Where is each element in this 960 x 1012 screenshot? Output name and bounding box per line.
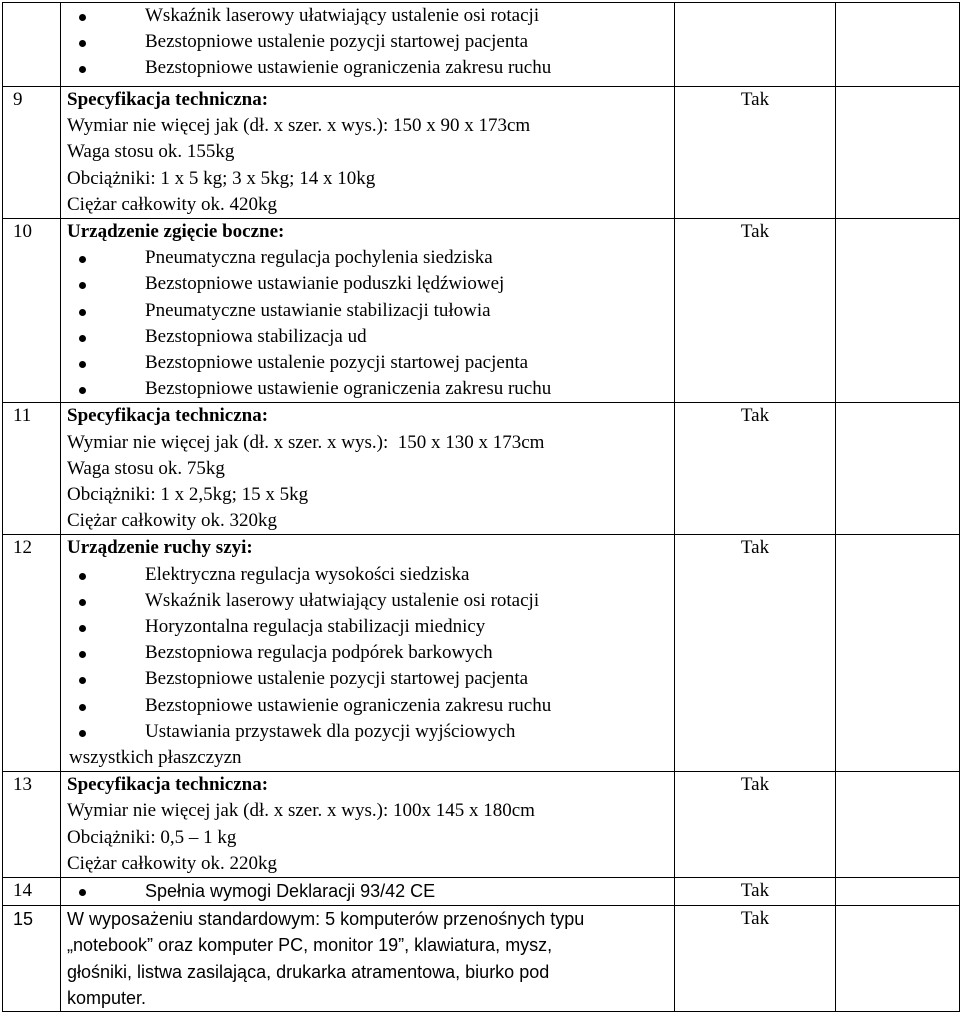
spec-line: Ciężar całkowity ok. 320kg <box>67 510 278 532</box>
list-item: Wskaźnik laserowy ułatwiający ustalenie osi rotacji <box>67 3 674 29</box>
spec-line: głośniki, listwa zasilająca, drukarka atramentowa, biurko pod <box>67 961 550 982</box>
row-title: Specyfikacja techniczna: <box>67 774 269 796</box>
row-status: Tak <box>675 219 836 403</box>
bullet-icon <box>79 361 86 368</box>
list-item: Bezstopniowe ustalenie pozycji startowej pacjenta <box>67 350 674 376</box>
row-description <box>61 772 675 878</box>
row-title: Specyfikacja techniczna: <box>67 405 269 427</box>
row-description <box>61 219 675 403</box>
table-row <box>3 772 960 878</box>
row-status: Tak <box>675 87 836 219</box>
spec-line: Waga stosu ok. 155kg <box>67 141 235 163</box>
row-description <box>61 906 675 1012</box>
list-item: Bezstopniowe ustalenie pozycji startowej pacjenta <box>67 666 674 692</box>
row-description <box>61 535 675 772</box>
list-item: Elektryczna regulacja wysokości siedziska <box>67 562 674 588</box>
specification-table-body <box>3 3 960 1012</box>
bullet-icon <box>79 889 86 896</box>
bullet-icon <box>79 309 86 316</box>
bullet-icon <box>79 40 86 47</box>
spec-line: Wymiar nie więcej jak (dł. x szer. x wys.): 100x 145 x 180cm <box>67 800 535 822</box>
row-empty-cell <box>836 772 960 878</box>
row-number: 9 <box>3 87 61 219</box>
list-item: Bezstopniowe ustawianie poduszki lędźwiowej <box>67 271 674 297</box>
row-empty-cell <box>836 219 960 403</box>
row-empty-cell <box>836 878 960 906</box>
bullet-icon <box>79 387 86 394</box>
table-row <box>3 878 960 906</box>
row-empty-cell <box>836 906 960 1012</box>
row-number: 14 <box>3 878 61 906</box>
bullet-icon <box>79 282 86 289</box>
row-status: Tak <box>675 906 836 1012</box>
spec-line: „notebook” oraz komputer PC, monitor 19”, klawiatura, mysz, <box>67 935 553 956</box>
spec-line: Waga stosu ok. 75kg <box>67 457 225 479</box>
row-number: 10 <box>3 219 61 403</box>
row-number <box>3 3 61 87</box>
table-row <box>3 906 960 1012</box>
row-title: Urządzenie zgięcie boczne: <box>67 221 285 243</box>
spec-line: Obciążniki: 1 x 2,5kg; 15 x 5kg <box>67 484 309 506</box>
bullet-icon <box>79 256 86 263</box>
row-number: 13 <box>3 772 61 878</box>
bullet-icon <box>79 599 86 606</box>
list-item-continuation: wszystkich płaszczyzn <box>69 747 242 769</box>
table-row <box>3 403 960 535</box>
bullet-icon <box>79 14 86 21</box>
list-item: Ustawiania przystawek dla pozycji wyjściowych <box>67 719 674 745</box>
row-number: 12 <box>3 535 61 772</box>
row-status: Tak <box>675 772 836 878</box>
row-empty-cell <box>836 3 960 87</box>
list-item: Bezstopniowe ustalenie pozycji startowej pacjenta <box>67 29 674 55</box>
row-number: 15 <box>3 906 61 1012</box>
specification-table <box>2 2 960 1012</box>
spec-line: W wyposażeniu standardowym: 5 komputerów przenośnych typu <box>67 909 585 930</box>
row-description <box>61 403 675 535</box>
list-item: Pneumatyczne ustawianie stabilizacji tułowia <box>67 298 674 324</box>
row-empty-cell <box>836 535 960 772</box>
row-number: 11 <box>3 403 61 535</box>
bullet-icon <box>79 730 86 737</box>
spec-line: Ciężar całkowity ok. 220kg <box>67 852 278 874</box>
list-item: Bezstopniowe ustawienie ograniczenia zakresu ruchu <box>67 693 674 719</box>
bullet-icon <box>79 66 86 73</box>
row-empty-cell <box>836 87 960 219</box>
list-item: Bezstopniowa stabilizacja ud <box>67 324 674 350</box>
table-row <box>3 3 960 87</box>
row-description <box>61 878 675 906</box>
spec-line: Ciężar całkowity ok. 420kg <box>67 193 278 215</box>
bullet-icon <box>79 704 86 711</box>
list-item: Bezstopniowe ustawienie ograniczenia zakresu ruchu <box>67 376 674 402</box>
list-item: Bezstopniowe ustawienie ograniczenia zakresu ruchu <box>67 55 674 81</box>
row-status <box>675 3 836 87</box>
row-title: Specyfikacja techniczna: <box>67 89 269 110</box>
spec-line: Obciążniki: 1 x 5 kg; 3 x 5kg; 14 x 10kg <box>67 167 376 189</box>
list-item: Bezstopniowa regulacja podpórek barkowych <box>67 640 674 666</box>
row-title: Urządzenie ruchy szyi: <box>67 537 253 559</box>
bullet-icon <box>79 651 86 658</box>
bullet-icon <box>79 335 86 342</box>
row-status: Tak <box>675 403 836 535</box>
row-status: Tak <box>675 878 836 906</box>
spec-line: komputer. <box>67 987 147 1008</box>
spec-line: Obciążniki: 0,5 – 1 kg <box>67 826 237 848</box>
list-item: Wskaźnik laserowy ułatwiający ustalenie osi rotacji <box>67 588 674 614</box>
spec-line: Wymiar nie więcej jak (dł. x szer. x wys.): 150 x 130 x 173cm <box>67 431 545 453</box>
row-empty-cell <box>836 403 960 535</box>
bullet-icon <box>79 573 86 580</box>
row-description <box>61 3 675 87</box>
list-item: Spełnia wymogi Deklaracji 93/42 CE <box>67 878 674 904</box>
row-description <box>61 87 675 219</box>
list-item: Pneumatyczna regulacja pochylenia siedziska <box>67 245 674 271</box>
table-row <box>3 87 960 219</box>
bullet-icon <box>79 625 86 632</box>
spec-line: Wymiar nie więcej jak (dł. x szer. x wys.): 150 x 90 x 173cm <box>67 115 531 137</box>
table-row <box>3 535 960 772</box>
list-item: Horyzontalna regulacja stabilizacji miednicy <box>67 614 674 640</box>
table-row <box>3 219 960 403</box>
row-status: Tak <box>675 535 836 772</box>
bullet-icon <box>79 677 86 684</box>
